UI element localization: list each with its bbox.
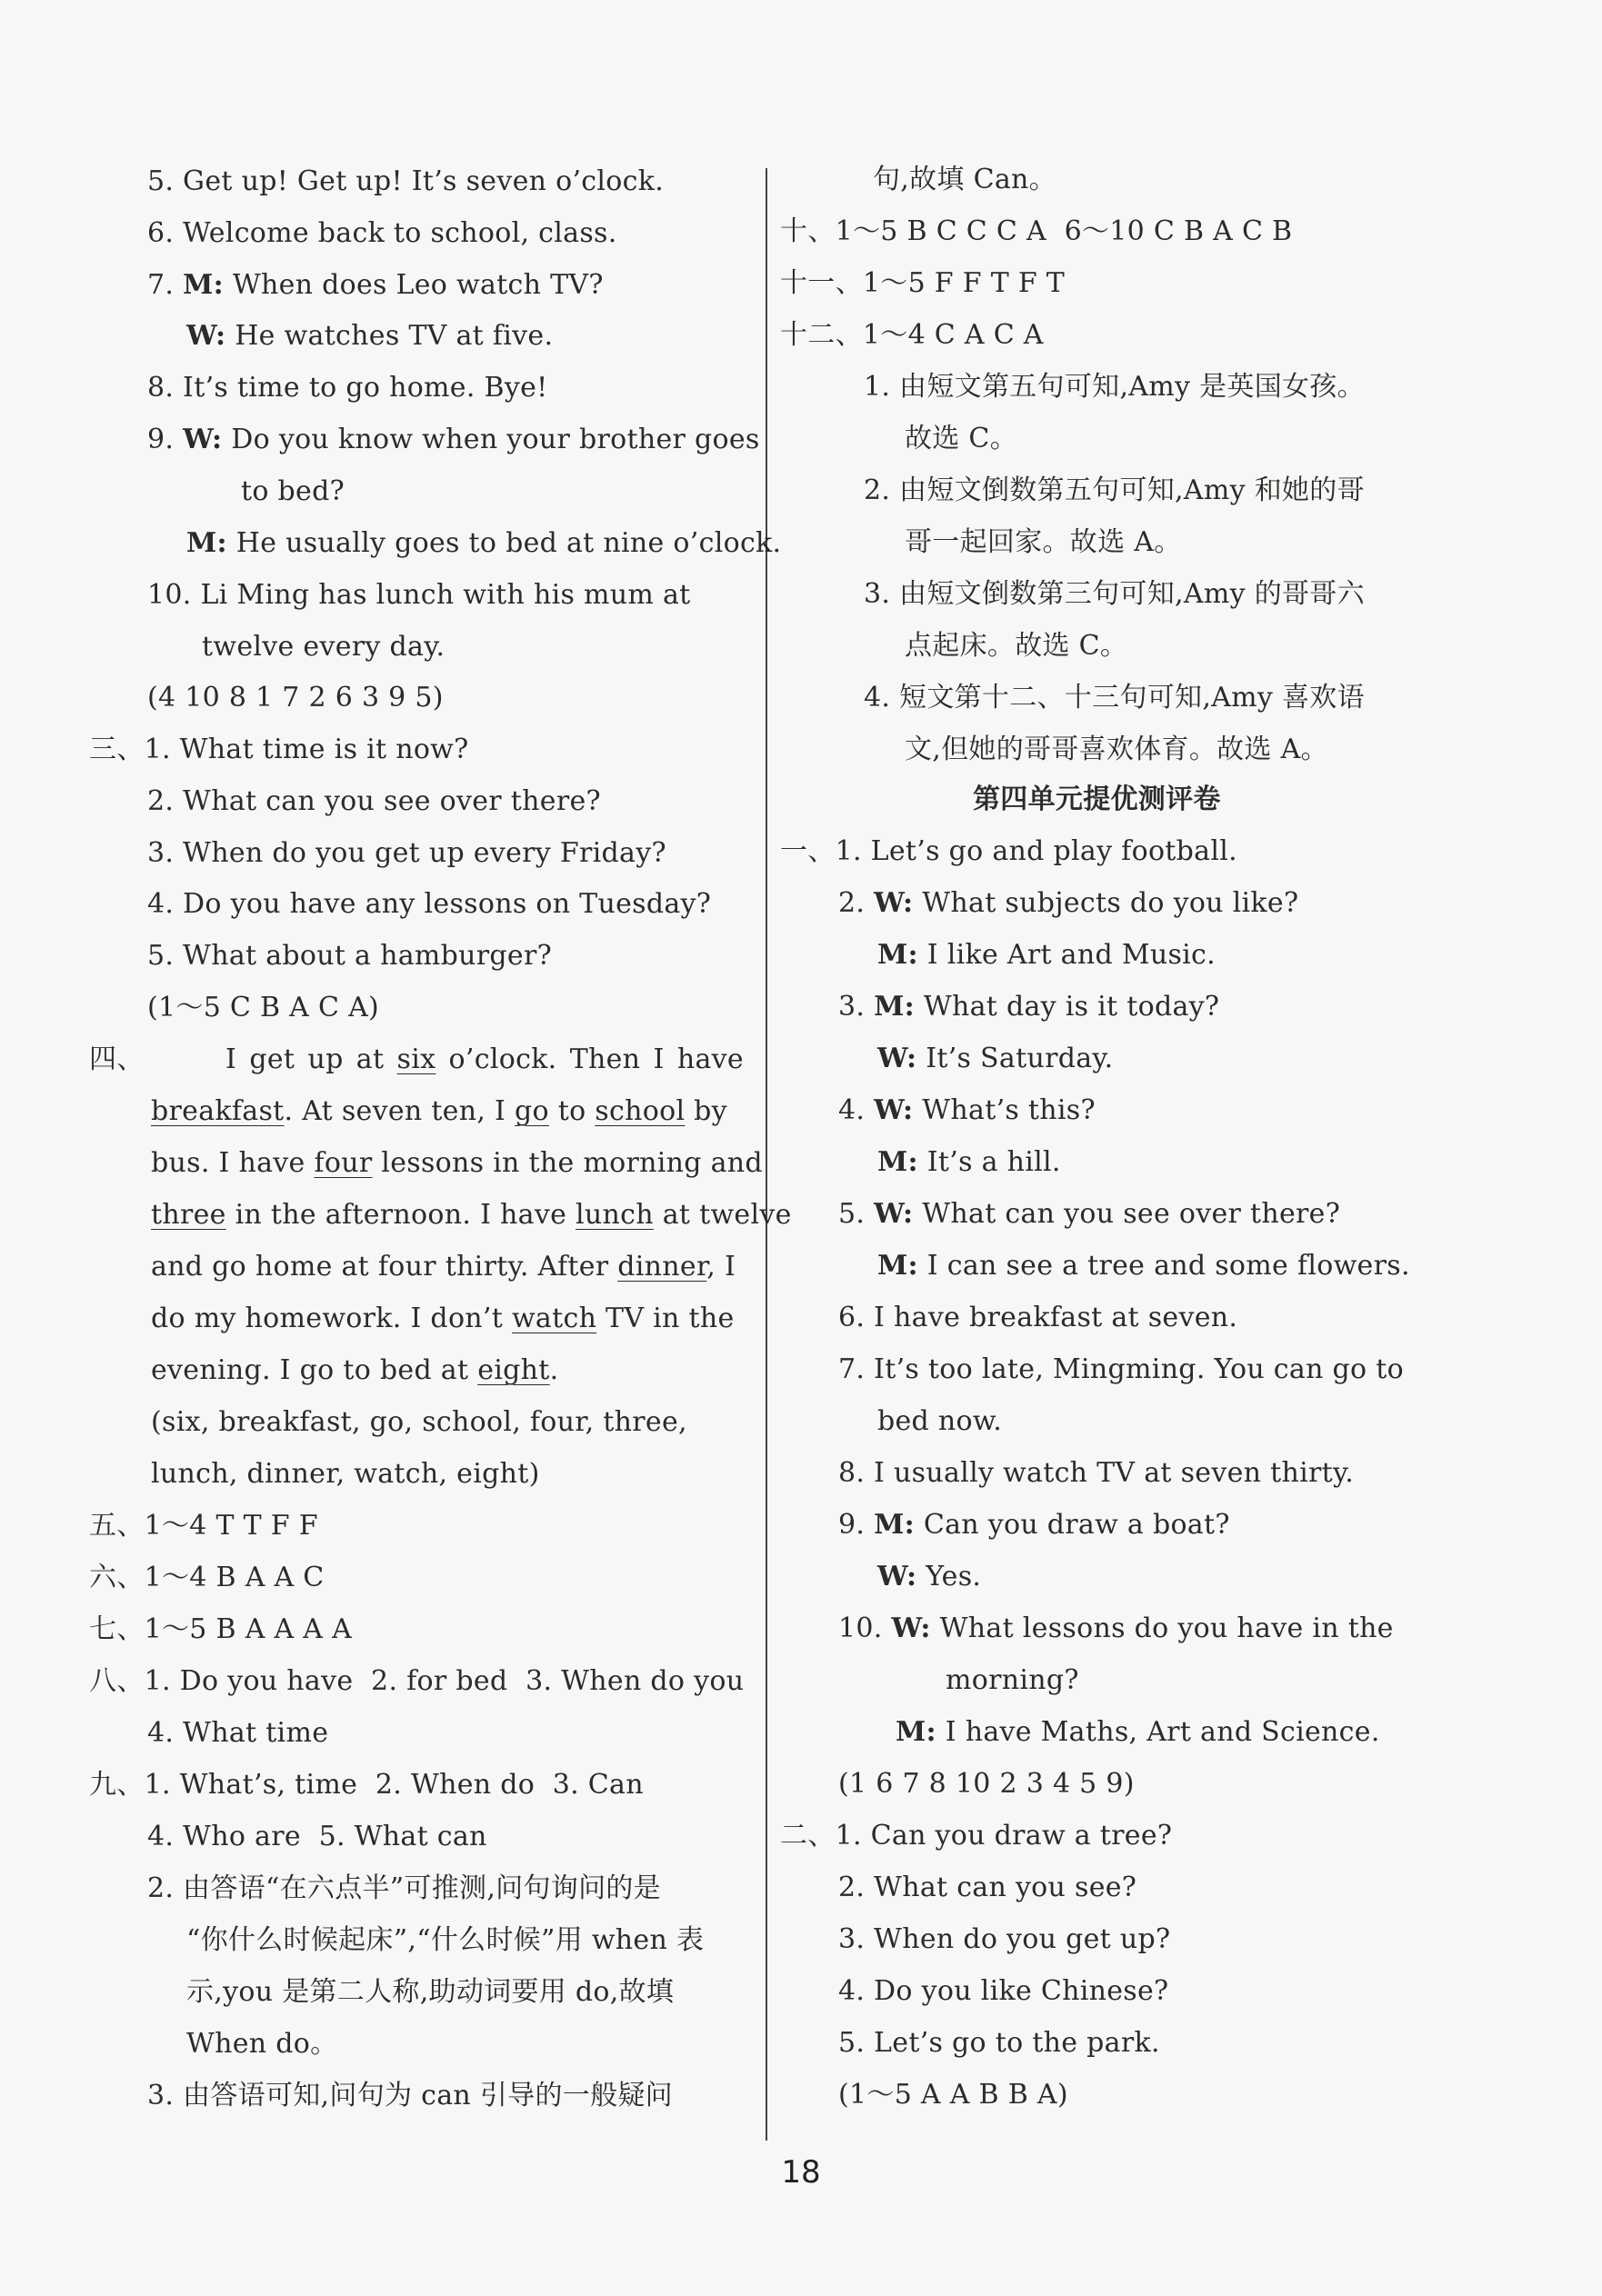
section-line: 九、1. What’s, time 2. When do 3. Can: [89, 1769, 644, 1801]
explanation-line: 2. 由答语“在六点半”可推测,问句询问的是: [147, 1872, 661, 1904]
answer-line: 2. What can you see?: [838, 1872, 1137, 1903]
answer-line: 7. It’s too late, Mingming. You can go to: [838, 1353, 1404, 1385]
section-line: 七、1～5 B A A A A: [89, 1613, 353, 1645]
answer-key: (1～5 C B A C A): [147, 992, 380, 1023]
explanation-line: 3. 由短文倒数第三句可知,Amy 的哥哥六: [864, 578, 1365, 610]
dialogue-line: M: It’s a hill.: [877, 1146, 1061, 1178]
filled-blank: school: [595, 1095, 686, 1127]
answer-key: (1～5 A A B B A): [838, 2079, 1068, 2111]
speaker-label: M:: [183, 269, 224, 301]
explanation-line: 故选 C。: [905, 423, 1017, 454]
explanation-line: “你什么时候起床”,“什么时候”用 when 表: [186, 1924, 705, 1956]
dialogue-line: 7. M: When does Leo watch TV?: [147, 269, 604, 301]
dialogue-line: 9. W: Do you know when your brother goes: [147, 424, 760, 455]
answer-line: 8. It’s time to go home. Bye!: [147, 372, 548, 404]
dialogue-line: 2. W: What subjects do you like?: [838, 887, 1299, 919]
section-line: 十一、1～5 F F T F T: [780, 267, 1066, 299]
filled-blank: three: [151, 1199, 226, 1231]
answer-line: 3. When do you get up every Friday?: [147, 837, 666, 869]
dialogue-line: M: I can see a tree and some flowers.: [877, 1250, 1410, 1282]
filled-blank: eight: [477, 1354, 550, 1386]
speaker-label: M:: [874, 1509, 915, 1541]
answer-line: 4. What time: [147, 1717, 329, 1749]
answer-line: 8. I usually watch TV at seven thirty.: [838, 1457, 1355, 1489]
explanation-line: 3. 由答语可知,问句为 can 引导的一般疑问: [147, 2080, 673, 2111]
section-title: 第四单元提优测评卷: [973, 784, 1221, 815]
answer-key: (4 10 8 1 7 2 6 3 9 5): [147, 682, 444, 714]
passage-line: I get up at six o’clock. Then I have: [225, 1042, 744, 1078]
passage-line: evening. I go to bed at eight.: [151, 1354, 559, 1386]
speaker-label: M:: [877, 939, 918, 971]
section-line: 二、1. Can you draw a tree?: [780, 1820, 1173, 1852]
explanation-line: When do。: [186, 2028, 338, 2060]
passage-line: and go home at four thirty. After dinner, I: [151, 1251, 736, 1283]
section-line: 六、1～4 B A A C: [89, 1562, 325, 1593]
dialogue-line: W: It’s Saturday.: [877, 1043, 1114, 1074]
section-line: 一、1. Let’s go and play football.: [780, 835, 1237, 867]
answer-line: 6. I have breakfast at seven.: [838, 1302, 1238, 1333]
passage-line: breakfast. At seven ten, I go to school by: [151, 1095, 727, 1127]
answer-line: twelve every day.: [202, 631, 446, 663]
section-line: 十二、1～4 C A C A: [780, 319, 1044, 351]
explanation-line: 哥一起回家。故选 A。: [905, 526, 1182, 558]
speaker-label: W:: [183, 424, 223, 455]
explanation-line: 1. 由短文第五句可知,Amy 是英国女孩。: [864, 371, 1365, 403]
speaker-label: M:: [896, 1716, 936, 1748]
filled-blank: watch: [511, 1303, 597, 1334]
answer-line: 4. Do you have any lessons on Tuesday?: [147, 888, 712, 920]
speaker-label: M:: [877, 1250, 918, 1282]
dialogue-line: 9. M: Can you draw a boat?: [838, 1509, 1230, 1541]
dialogue-line: M: I have Maths, Art and Science.: [896, 1716, 1380, 1748]
answer-line: 4. Who are 5. What can: [147, 1821, 487, 1852]
dialogue-line: M: I like Art and Music.: [877, 939, 1216, 971]
dialogue-line: W: Yes.: [877, 1561, 982, 1592]
page-number: 18: [781, 2154, 821, 2191]
speaker-label: W:: [874, 1198, 914, 1230]
passage-line: bus. I have four lessons in the morning and: [151, 1147, 763, 1179]
answer-line: 3. When do you get up?: [838, 1923, 1171, 1955]
passage-line: do my homework. I don’t watch TV in the: [151, 1303, 735, 1334]
answer-line: morning?: [946, 1664, 1079, 1696]
explanation-line: 点起床。故选 C。: [905, 630, 1128, 662]
answer-line: 5. Get up! Get up! It’s seven o’clock.: [147, 165, 665, 197]
speaker-label: W:: [874, 1094, 914, 1126]
answer-line: 5. Let’s go to the park.: [838, 2027, 1160, 2059]
filled-blank: breakfast: [151, 1095, 285, 1127]
answer-line: 2. What can you see over there?: [147, 785, 601, 817]
answer-key: (1 6 7 8 10 2 3 4 5 9): [838, 1768, 1135, 1800]
answer-line: 10. Li Ming has lunch with his mum at: [147, 579, 691, 611]
speaker-label: W:: [874, 887, 914, 919]
dialogue-line: W: He watches TV at five.: [186, 320, 554, 352]
filled-blank: go: [515, 1095, 549, 1127]
speaker-label: W:: [891, 1612, 931, 1644]
explanation-line: 示,you 是第二人称,助动词要用 do,故填: [186, 1976, 675, 2008]
speaker-label: W:: [877, 1043, 917, 1074]
explanation-line: 4. 短文第十二、十三句可知,Amy 喜欢语: [864, 682, 1365, 714]
answer-line: 5. What about a hamburger?: [147, 940, 552, 972]
filled-blank: dinner: [617, 1251, 707, 1283]
dialogue-line: 4. W: What’s this?: [838, 1094, 1096, 1126]
answer-line: to bed?: [241, 475, 345, 507]
answer-line: 4. Do you like Chinese?: [838, 1975, 1169, 2007]
speaker-label: W:: [877, 1561, 917, 1592]
speaker-label: M:: [874, 991, 915, 1023]
section-line: 五、1～4 T T F F: [89, 1510, 318, 1542]
section-line: 十、1～5 B C C C A 6～10 C B A C B: [780, 215, 1293, 247]
filled-blank: lunch: [576, 1199, 654, 1231]
answer-key: lunch, dinner, watch, eight): [151, 1458, 540, 1490]
dialogue-line: 10. W: What lessons do you have in the: [838, 1612, 1394, 1644]
section-line: 三、1. What time is it now?: [89, 734, 469, 765]
speaker-label: W:: [186, 320, 226, 352]
dialogue-line: 5. W: What can you see over there?: [838, 1198, 1341, 1230]
section-line: 八、1. Do you have 2. for bed 3. When do you: [89, 1665, 745, 1697]
speaker-label: M:: [877, 1146, 918, 1178]
filled-blank: four: [314, 1147, 373, 1179]
explanation-line: 句,故填 Can。: [873, 164, 1056, 195]
column-divider: [766, 168, 767, 2141]
passage-line: three in the afternoon. I have lunch at twelve: [151, 1199, 792, 1231]
answer-key: (six, breakfast, go, school, four, three,: [151, 1406, 687, 1438]
speaker-label: M:: [186, 527, 227, 559]
filled-blank: six: [396, 1043, 436, 1075]
explanation-line: 文,但她的哥哥喜欢体育。故选 A。: [905, 734, 1328, 765]
dialogue-line: M: He usually goes to bed at nine o’clock.: [186, 527, 782, 559]
answer-line: 6. Welcome back to school, class.: [147, 217, 617, 249]
section-label: 四、: [89, 1043, 145, 1075]
answer-line: bed now.: [877, 1405, 1003, 1437]
explanation-line: 2. 由短文倒数第五句可知,Amy 和她的哥: [864, 474, 1365, 506]
dialogue-line: 3. M: What day is it today?: [838, 991, 1220, 1023]
